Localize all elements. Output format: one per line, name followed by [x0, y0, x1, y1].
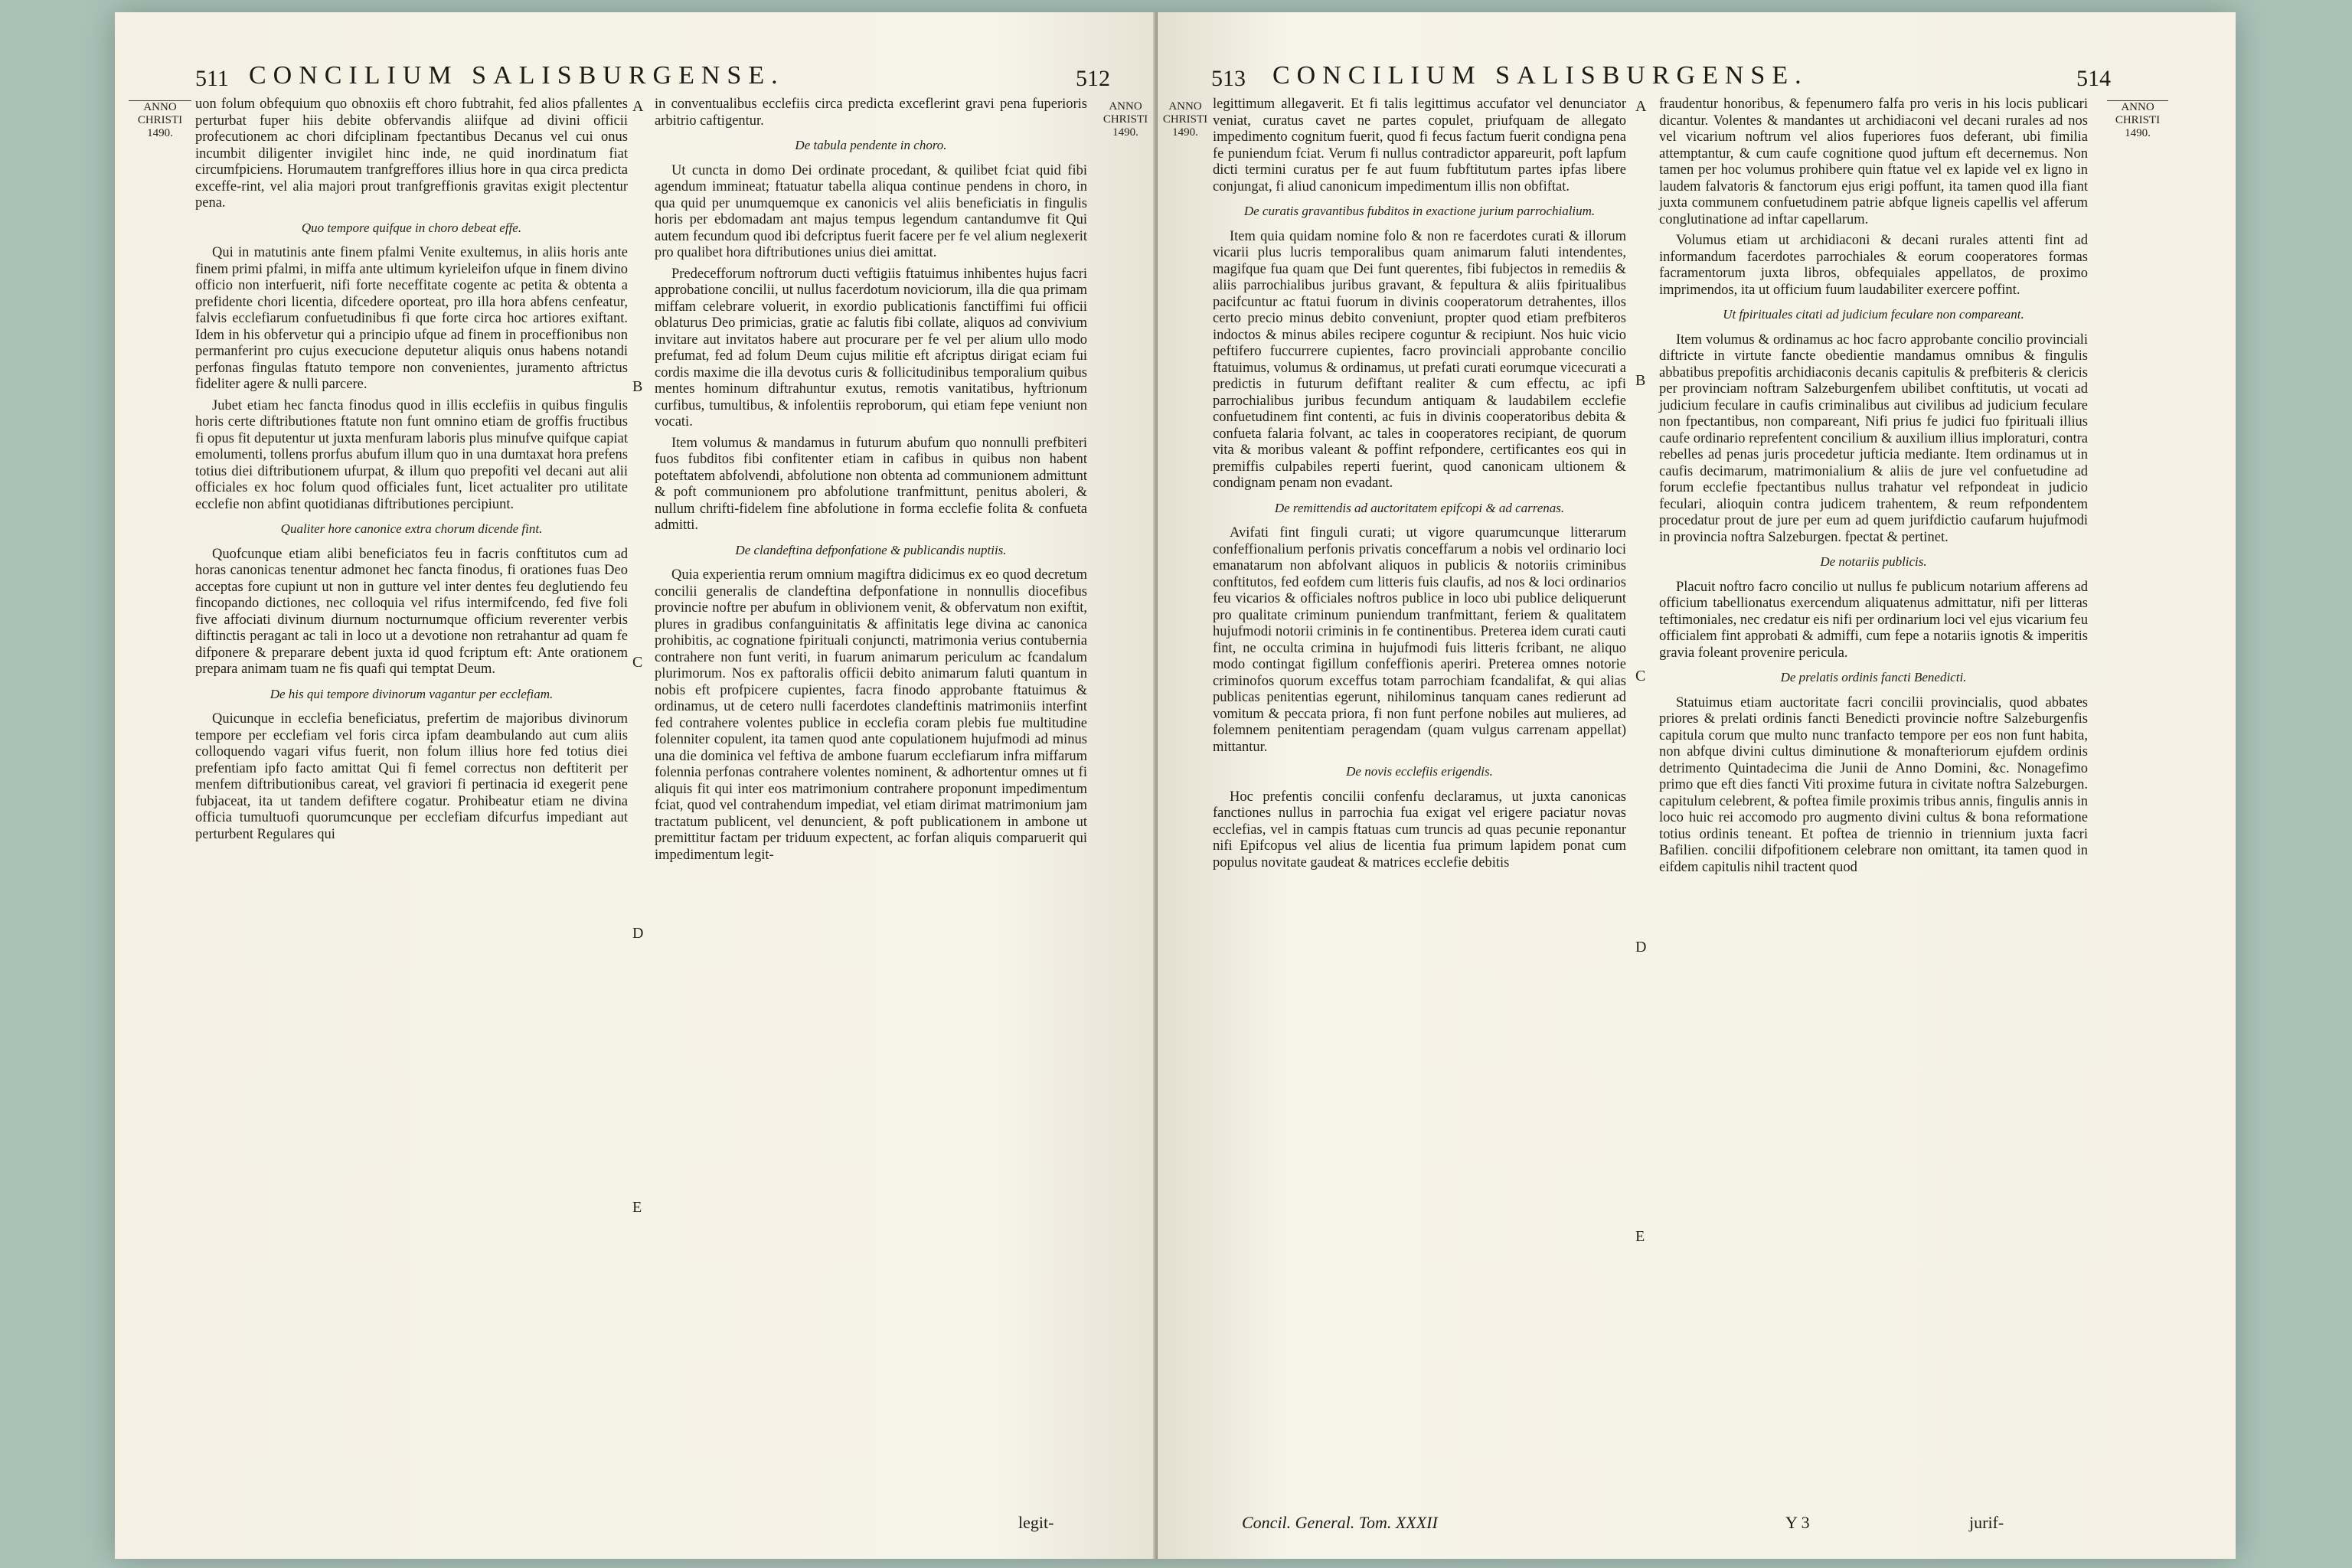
margin-letter-a: A [1635, 98, 1647, 115]
section-heading: De clandeftina defponfatione & publicandis nuptiis. [735, 542, 1007, 557]
text-block [195, 96, 628, 212]
margin-letter-c: C [1635, 668, 1646, 684]
section-heading: De prelatis ordinis fancti Benedicti. [1780, 670, 1967, 684]
page-number-513: 513 [1211, 66, 1246, 91]
paragraph: Avifati fint finguli curati; ut vigore quarumcunque litterarum confeffionalium perfonis privatis conceffarum a nobis vel ordinario loci emanatarum non abfolvant aliquos in publicis & notoriis criminibus conftitutos, fed eofdem cum litteris fuis claufis, ad nos & loci ordinarios feu vicarios & officiales noftros publice in loco ubi publice deliquerunt pro qualitate criminum puniendum tranfmittant, feriem & qualitatem hujufmodi notorii criminis in fe continentibus. Preterea idem curati cauti fint, ne occulta crimina in hujufmodi fuis litteris fcribant, ne aliquo modo contingat figillum confeffionis aperiri. Preterea omnes notorie criminofos quorum exceffus totam parrochiam fcandalifat, & qui alias publicas penitentias egerunt, nihilominus tanquam canes redierunt ad vomitum & peccata priora, fi non funt perfone nobiles aut mulieres, ad folemnem penitentiam peragendam (quam vulgus carrenam appellat) mittantur. [1213, 525, 1626, 755]
paragraph: Volumus etiam ut archidiaconi & decani rurales attenti fint ad informandum facerdotes parrochiales & eorum cooperatores formas facramentorum juxta libros, obfequiales appellatos, de proximo imprimendos, ita ut officium fuum laudabiliter exercere poffint. [1659, 233, 2088, 298]
anno-christi-note: ANNO CHRISTI 1490. [129, 100, 191, 140]
margin-letter-e: E [1635, 1228, 1645, 1245]
paragraph: fraudentur honoribus, & fepenumero falfa pro veris in his locis publicari dicantur. Volentes & mandantes ut archidiaconi vel decani rurales ad nos vel vicarium noftrum vel alios fuperiores fuos deferant, ubi fimilia attemptantur, & cum caufe cognitione quod juftum eft decernemus. Non tamen per hoc volumus prohibere quin ftatue vel ex lapide vel ex ligno in laudem falvatoris & fanctorum ejus erigi poffunt, ita tamen quod illa fiant juxta communem confuetudinem patrie abfque ligneis capellis vel afferum conglutinatione ad inftar capellarum. [1659, 96, 2088, 227]
left-page-column-1 [195, 96, 628, 848]
running-head-left: CONCILIUM SALISBURGENSE. [249, 61, 785, 90]
section-heading: De novis ecclefiis erigendis. [1346, 764, 1493, 779]
paragraph: Jubet etiam hec fancta finodus quod in illis ecclefiis in quibus fingulis horis certe diftributiones ftatute non funt omnino etiam de groffis fructibus fi opus fit deputentur ut juxta menfuram laboris plus minufve quifque capiat emolumenti, tollens prorfus abufum illum quo in una dumtaxat hora prefens totius diei diftributionem ufurpat, & illum quo prepofiti vel decani aut alii officiales ex hoc folum quod officiales funt, licet actualiter pro utilitate ecclefie non abfint quotidianas diftributiones percipiunt. [195, 397, 628, 512]
paragraph: Quia experientia rerum omnium magiftra didicimus ex eo quod decretum concilii generalis de clandeftina defponfatione in nonnullis diocefibus provincie noftre per abufum in oblivionem venit, & obfervatum non exiftit, plures in gradibus confanguinitatis & affinitatis lege divina ac canonica prohibitis, ac cognatione fpirituali conjuncti, matrimonia verius contubernia contrahere non funt veriti, in fuarum animarum periculum ac fcandalum plurimorum. Nos ex paftoralis officii debito animarum faluti quantum in nobis eft profpicere cupientes, facra finodo approbante ftatuimus & ordinamus, ut de cetero nulli facerdotes clandeftinis matrimoniis interfint fed contrahere volentes publice in ecclefia coram plebis fue multitudine folenniter copulent, ita tamen quod ante copulationem hujufmodi ad minus una die dominica vel feftiva de ambone fuarum ecclefiarum infra miffarum folennia perfonas contrahere volentes nominent, & adhortentur omnes ut fi aliquis fit qui inter eos matrimonium contrahere proponunt impedimentum fciat, quod vel contrahendum impediat, vel etiam dirimat matrimonium jam tractatum publicent, vel denuncient, & poft publicationem in ambone ut premittitur factam per triduum expectent, ac forfan aliquis comparuerit qui impedimentum legit- [655, 567, 1087, 863]
margin-letter-d: D [632, 925, 644, 942]
page-number-514: 514 [2076, 66, 2111, 91]
left-page [115, 12, 1156, 1559]
section-heading: Qualiter hore canonice extra chorum dicende fint. [280, 521, 543, 536]
paragraph: Hoc prefentis concilii confenfu declaramus, ut juxta canonicas fanctiones nullus in parrochia fua exigat vel erigere paciatur novas ecclefias, vel in campis ftatuas cum truncis ad quas pecunie reponantur nifi Epifcopus vel alius de licentia fua primum lapidem ponat cum populus novitate gaudeat & matrices ecclefie debitis [1213, 789, 1626, 871]
section-heading: De remittendis ad auctoritatem epifcopi & ad carrenas. [1274, 500, 1565, 515]
paragraph: Item volumus & ordinamus ac hoc facro approbante concilio provinciali diftricte in virtute fancte obedientie mandamus omnibus & fingulis abbatibus prepofitis archidiaconis decanis capitulis & prefbiteris & clericis per provinciam noftram Salzeburgenfem ubilibet conftitutis, ut vocati ad judicium feculare in caufis criminalibus aut civilibus ad judicium feculare non fpectantibus, non compareant, Nifi prius fe judici fuo fpirituali illius caufe ordinario reprefentent concilium & auxilium illius imploraturi, contra rebelles ad penas juris procedetur jufticia mediante. Item ordinamus ut in caufis decimarum, matrimonialium & aliis de jure vel confuetudine ad forum ecclefie fpectantibus nullus trahatur vel refpondeat in judicio feculari, alioquin contra judicem trahentem, & reum refpondentem procedatur prout de jure per eum ad quem jurifdictio caufarum hujufmodi in provincia noftra Salzeburgen. fpectat & pertinet. [1659, 332, 2088, 545]
right-page [1158, 12, 2236, 1559]
volume-footer: Concil. General. Tom. XXXII [1242, 1513, 1438, 1532]
paragraph: Qui in matutinis ante finem pfalmi Venite exultemus, in aliis horis ante finem primi pfalmi, in miffa ante ultimum kyrieleifon ufque in finem divino officio non interfuerit, nifi forte neceffitate cogente ac petita & obtenta a prefidente chori licentia, difcedere oporteat, pro illa hora abfens cenfeatur, falvis ecclefiarum confuetudinibus fi que forte circa hoc artiores exiftant. Idem in his obfervetur qui a principio ufque ad finem in proceffionibus non permanferint pro cujus execucione deputetur aliquis onus habens notandi perfonas fingulas ftatuto tempore non convenientes, juramento aftrictus fideliter agere & nulli parcere. [195, 245, 628, 392]
section-heading: De curatis gravantibus fubditos in exactione jurium parrochialium. [1243, 204, 1596, 218]
margin-letter-b: B [632, 378, 643, 395]
left-page-column-2 [655, 96, 1087, 868]
paragraph: Quicunque in ecclefia beneficiatus, prefertim de majoribus divinorum tempore per ecclefiam vel foris circa ipfam deambulando aut cum aliis colloquendo vagari vifus fuerit, non folum illius hore fed totius diei prefentiam ipfo facto amittat Qui fi femel correctus non deftiterit per menfem diftributionibus careat, vel graviori fi pertinacia id exegerit pene fubjaceat, ita ut tandem defiftere cogatur. Prohibeatur etiam ne divina officia tumultuofi quorumcunque per ecclefiam difcurfus impediant aut perturbent Regulares qui [195, 711, 628, 842]
page-number-512: 512 [1076, 66, 1110, 91]
paragraph: Predecefforum noftrorum ducti veftigiis ftatuimus inhibentes hujus facri approbatione concilii, ut nullus facerdotum noviciorum, illa die qua primam miffam celebrare voluerit, in exordio publicationis fanctiffimi fui officii oblaturus Deo primicias, gratie ac falutis fibi collate, aliquos ad convivium invitare aut invitatos habere aut procurare per fe vel per alium ullo modo prefumat, fed ad folum Deum cujus militie eft afcriptus dirigat eciam fui cordis maxime die illa devotus curis & follicitudinibus temporalium quibus mentes hominum diftrahuntur exutus, remotis vanitatibus, hyftrionum curfibus, tumultibus, & infolentiis reproborum, qui etiam fepe veniunt non vocati. [655, 266, 1087, 430]
section-heading: De notariis publicis. [1820, 554, 1927, 569]
paragraph: Statuimus etiam auctoritate facri concilii provincialis, quod abbates priores & prelati ordinis fancti Benedicti provincie noftre Salzeburgenfis capitula corum que multo nunc tranfacto tempore per eos non funt habita, non abfque divini cultus diminutione & monafteriorum ejufdem ordinis detrimento Quintadecima die Junii de Anno Domini, &c. Nonagefimo primo que eft dies fancti Viti proxime futura in civitate noftra Salzeburgen. capitulum celebrent, & poftea fimile proximis tribus annis, fingulis annis in loco huic rei accomodo pro augmento divini cultus & bona reformatione totius ordinis teneant. Et poftea de triennio in triennium juxta facri Bafilien. concilii difpofitionem celebrare non omittant, ita tamen quod in eifdem capitulis nihil tractent quod [1659, 694, 2088, 875]
paragraph: legittimum allegaverit. Et fi talis legittimus accufator vel denunciator veniat, curatus cavet ne partes copulet, priufquam de allegato impedimento cognitum fuerit, quod fi fecus factum fuerit condigna pena fe puniendum fciat. Verum fi nullus contradictor appareurit, poft lapfum dicti termini curatus per fe aut fuum fubftitutum partes ipfas libere conjungat, fi aliud canonicum impedimentum illis non obfiftat. [1213, 96, 1626, 194]
catchword-left: legit- [1018, 1513, 1054, 1532]
margin-letter-a: A [632, 98, 644, 115]
anno-christi-note-inner: ANNO CHRISTI 1490. [1102, 100, 1148, 139]
section-heading: Ut fpirituales citati ad judicium feculare non compareant. [1723, 307, 2024, 322]
margin-letter-d: D [1635, 939, 1647, 956]
margin-letter-b: B [1635, 372, 1646, 389]
section-heading: De his qui tempore divinorum vagantur per ecclefiam. [270, 686, 554, 701]
running-head-right: CONCILIUM SALISBURGENSE. [1272, 61, 1808, 90]
paragraph: Quofcunque etiam alibi beneficiatos feu in facris conftitutos cum ad horas canonicas tenentur admonet hec fancta finodus, fi orationes fuas Deo acceptas fore cupiunt ut non in gutture vel inter dentes feu deglutiendo feu fincopando dictiones, nec colloquia vel rifus intermifcendo, fed five foli five affociati divinum diurnum nocturnumque officium reverenter verbis diftinctis peragant ac tali in loco ut a devotione non retrahantur ad quam fe difponere & preparare debent juxta id quod fcriptum eft: Ante orationem prepara animam tuam ne fis quafi qui temptat Deum. [195, 546, 628, 677]
paragraph: Item quia quidam nomine folo & non re facerdotes curati & illorum vicarii plus lucris temporalibus quam animarum faluti intendentes, magifque fua quam que Dei funt querentes, fibi fubjectos in remediis & aliis parrochialibus juribus gravant, & fepultura & aliis fpiritualibus pacifcuntur ac ftatui fuorum in divinis cooperatorum detrahentes, illos certo precio minus debito conveniunt, propter quod etiam prefbiteros indoctos & minus abiles recipere coguntur & recipiunt. Nos huic vicio peftifero fuccurrere cupientes, facro provinciali approbante concilio ftatuimus, volumus & ordinamus, ut prefati curati eorumque vicecurati a predictis in futurum defiftant realiter & cum effectu, ac ipfi parrochialibus juribus fecundum antiquam & laudabilem ecclefie confuetudinem fint contenti, ac fuis in divinis cooperatoribus debita & confueta falaria folvant, ac tales in cooperatores recipiant, de quorum vita & moribus valeant & poffint refpondere, certificantes eos qui in premiffis culpabiles reperti fuerint, quod canonicam ultionem & condignam penam non evadant. [1213, 228, 1626, 491]
catchword-right: jurif- [1969, 1513, 2004, 1532]
signature-mark: Y 3 [1785, 1513, 1810, 1532]
margin-letter-c: C [632, 654, 643, 671]
paragraph: Placuit noftro facro concilio ut nullus fe publicum notarium afferens ad officium tabellionatus exercendum aliquatenus admittatur, nifi per litteras teftimoniales, nec credatur eis nifi per ordinarium loci vel ejus vicarium feu officialem fint approbati & admiffi, cum fepe a notariis ignotis & imperitis gravia foleant provenire pericula. [1659, 579, 2088, 661]
anno-christi-note: ANNO CHRISTI 1490. [2107, 100, 2168, 140]
right-page-column-1 [1213, 96, 1626, 876]
paragraph: Item volumus & mandamus in futurum abufum quo nonnulli prefbiteri fuos fubditos fibi confitenter etiam in cafibus in quibus non habent poteftatem abfolvendi, abfolutione non obtenta ad communionem admittunt & poft communionem pro abfolutione tranfmittunt, penitus aboleri, & nullum chrifti-fidelem fine abfolutione in forma ecclefie folita & confueta admitti. [655, 435, 1087, 533]
section-heading: De tabula pendente in choro. [795, 138, 947, 152]
section-heading: Quo tempore quifque in choro debeat effe. [301, 220, 522, 235]
book-spread [115, 12, 2236, 1559]
anno-christi-note-inner: ANNO CHRISTI 1490. [1162, 100, 1208, 139]
right-page-column-2 [1659, 96, 2088, 880]
paragraph: Ut cuncta in domo Dei ordinate procedant, & quilibet fciat quid fibi agendum immineat; ftatuatur tabella aliqua continue pendens in choro, in qua quid per unumquemque ex canonicis vel aliis beneficiatis in fingulis horis per ebdomadam ant majus tempus legendum cantandumve fit Qui autem fecundum quod ibi defcriptus fuerit facere per fe vel alium neglexerit pro qualibet hora diftributiones unius diei amittat. [655, 162, 1087, 260]
page-number-511: 511 [195, 66, 229, 91]
paragraph: uon folum obfequium quo obnoxiis eft choro fubtrahit, fed alios pfallentes perturbat fuper hiis debite obfervandis aliifque ad divini officii profecutionem ac chori difciplinam fpectantibus Decanus vel cui onus incumbit diligenter invigilet hinc inde, ne quid inordinatum fiat circumfpiciens. Horumautem tranfgreffores illius hore in qua circa predicta exceffe-rint, vel alia majori prout tranfgreffionis gravitas exigit plectentur pena. [195, 96, 628, 211]
margin-letter-e: E [632, 1199, 642, 1216]
paragraph: in conventualibus ecclefiis circa predicta exceflerint gravi pena fuperioris arbitrio caftigentur. [655, 96, 1087, 129]
